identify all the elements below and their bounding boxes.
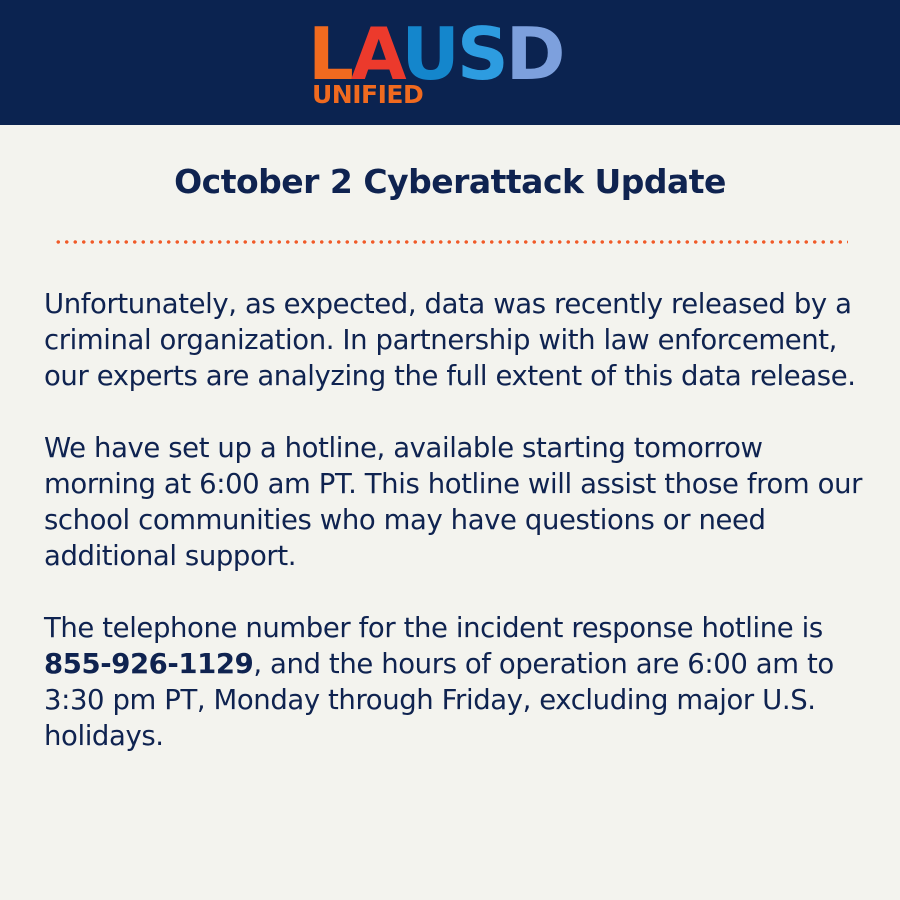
hotline-phone-number: 855-926-1129 (44, 648, 254, 680)
page-title: October 2 Cyberattack Update (174, 162, 726, 201)
logo-unified: UNIFIED (312, 80, 424, 109)
hotline-intro-text: The telephone number for the incident response hotline is (44, 612, 823, 644)
logo-letter-s: S (456, 12, 506, 96)
hotline-hours-text: , and the hours of operation are 6:00 am to 3:30 pm PT, Monday through Friday, excluding major U.S. holidays. (44, 648, 834, 752)
dotted-divider (54, 240, 848, 244)
logo-letter-l: L (308, 12, 351, 96)
lausd-logo (308, 12, 600, 109)
paragraph-data-release: Unfortunately, as expected, data was recently released by a criminal organization. In partnership with law enforcement, our experts are analyzing the full extent of this data release. (44, 288, 856, 392)
logo-letter-a: A (350, 12, 402, 96)
paragraph-hotline: We have set up a hotline, available starting tomorrow morning at 6:00 am PT. This hotline will assist those from our school communities who may have questions or need additional support. (44, 432, 863, 572)
paragraph-hotline-details (44, 610, 874, 754)
logo-letter-d: D (505, 12, 563, 96)
header-banner (0, 0, 900, 125)
logo-letter-u: U (401, 12, 457, 96)
announcement-body (44, 286, 874, 790)
